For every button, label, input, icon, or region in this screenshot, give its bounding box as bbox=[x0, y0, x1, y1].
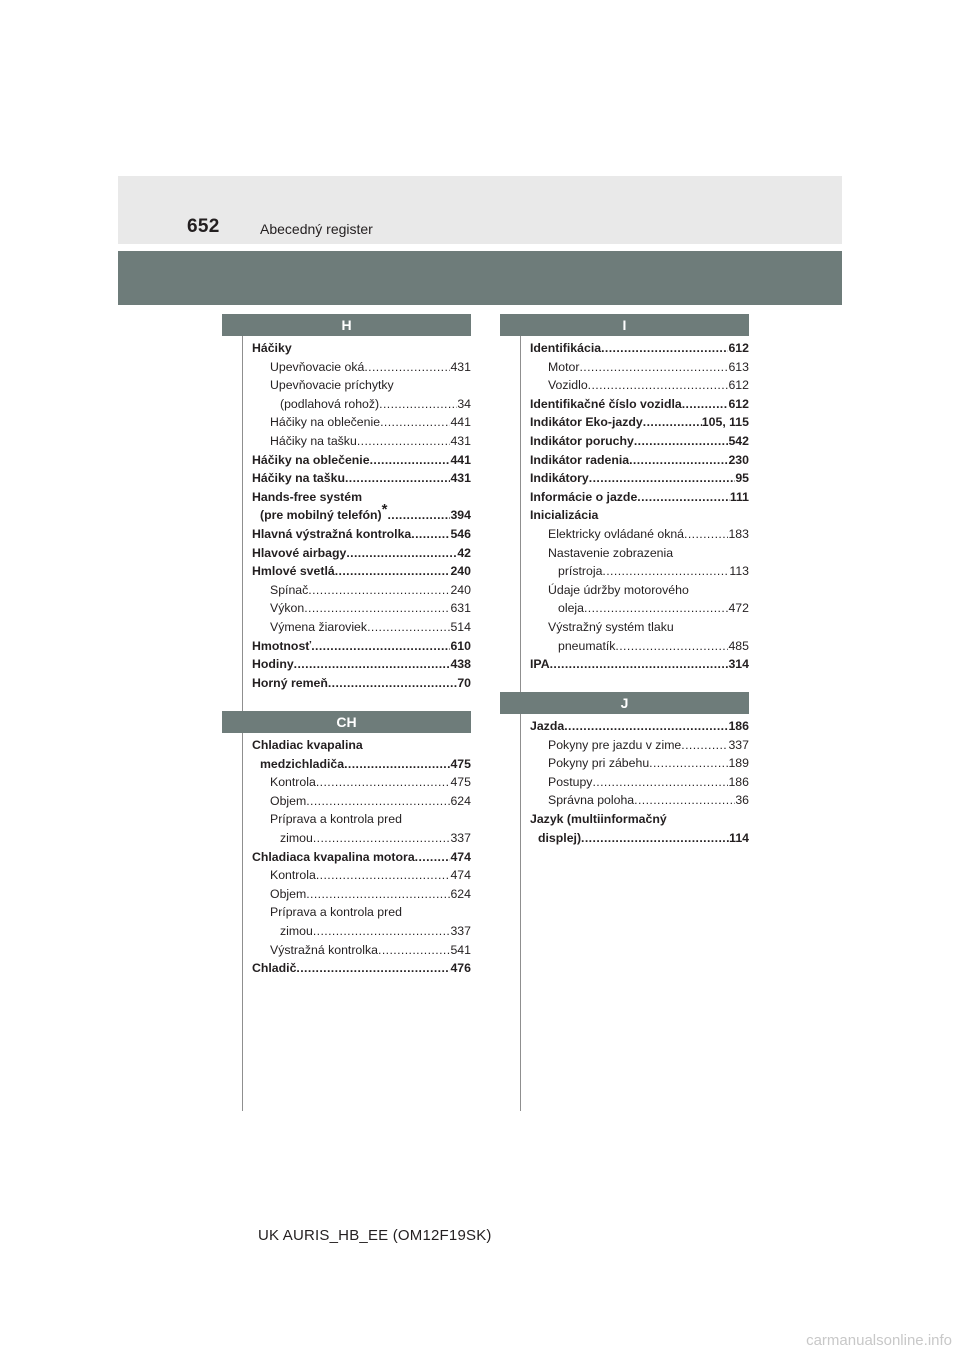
index-entry bbox=[530, 791, 749, 810]
dot-leader bbox=[681, 736, 728, 755]
watermark: carmanualsonline.info bbox=[806, 1332, 952, 1349]
index-entry-page: 431 bbox=[450, 471, 471, 486]
index-list-j bbox=[530, 717, 749, 847]
dot-leader bbox=[379, 395, 457, 414]
index-entry-text: zimou bbox=[280, 830, 313, 845]
index-entry bbox=[252, 376, 471, 395]
index-entry-page: 111 bbox=[729, 489, 749, 504]
index-entry bbox=[252, 959, 471, 978]
dot-leader bbox=[588, 376, 729, 395]
index-entry-page: 613 bbox=[728, 359, 749, 374]
index-entry-text: Hmlové svetlá bbox=[252, 564, 335, 579]
index-entry-text: (pre mobilný telefón)* bbox=[260, 501, 388, 523]
index-entry-text: Príprava a kontrola pred bbox=[270, 812, 402, 827]
index-entry-text: Jazyk (multiinformačný bbox=[530, 811, 667, 826]
index-entry bbox=[252, 395, 471, 414]
index-entry-page: 475 bbox=[450, 756, 471, 771]
index-entry-text: displej) bbox=[538, 830, 582, 845]
dot-leader bbox=[306, 885, 450, 904]
index-entry-text: medzichladiča bbox=[260, 756, 345, 771]
index-entry-text: Výstražný systém tlaku bbox=[548, 619, 674, 634]
index-entry bbox=[530, 525, 749, 544]
index-entry bbox=[252, 358, 471, 377]
index-entry bbox=[252, 792, 471, 811]
index-entry-text: Indikátor radenia bbox=[530, 452, 630, 467]
index-entry-page: 105, 115 bbox=[701, 415, 749, 430]
index-entry bbox=[252, 903, 471, 922]
dot-leader bbox=[306, 792, 450, 811]
dot-leader bbox=[380, 413, 450, 432]
index-entry bbox=[252, 655, 471, 674]
index-entry-text: Spínač bbox=[270, 582, 309, 597]
dot-leader bbox=[601, 339, 728, 358]
index-entry-page: 183 bbox=[728, 526, 749, 541]
header-band bbox=[118, 176, 842, 244]
index-entry-page: 438 bbox=[450, 657, 471, 672]
dot-leader bbox=[344, 755, 450, 774]
index-entry-text: prístroja bbox=[558, 564, 603, 579]
index-entry-text: Háčiky na tašku bbox=[252, 471, 345, 486]
dot-leader bbox=[316, 773, 451, 792]
dot-leader bbox=[579, 358, 728, 377]
index-entry bbox=[252, 544, 471, 563]
footnote-marker: * bbox=[381, 501, 388, 519]
index-entry-text: Nastavenie zobrazenia bbox=[548, 545, 674, 560]
index-entry bbox=[252, 501, 471, 525]
index-entry-text: Pokyny pre jazdu v zime bbox=[548, 737, 682, 752]
index-entry-text: zimou bbox=[280, 923, 313, 938]
index-entry-page: 514 bbox=[450, 619, 471, 634]
index-entry-page: 472 bbox=[728, 601, 749, 616]
index-entry-text: Indikátor Eko-jazdy bbox=[530, 415, 643, 430]
index-entry bbox=[252, 432, 471, 451]
index-entry bbox=[252, 339, 471, 358]
header-dark-band bbox=[118, 251, 842, 305]
index-entry-page: 541 bbox=[450, 942, 471, 957]
index-entry-text: Informácie o jazde bbox=[530, 489, 638, 504]
index-entry bbox=[252, 581, 471, 600]
index-entry bbox=[530, 599, 749, 618]
index-entry bbox=[252, 562, 471, 581]
index-entry bbox=[252, 674, 471, 693]
index-entry-text: Jazda bbox=[530, 719, 565, 733]
index-entry-text: Pokyny pri zábehu bbox=[548, 756, 650, 771]
index-entry-text: Kontrola bbox=[270, 868, 316, 883]
index-entry bbox=[530, 488, 749, 507]
index-entry-page: 441 bbox=[450, 415, 471, 430]
index-list-h bbox=[252, 339, 471, 692]
dot-leader bbox=[357, 432, 451, 451]
index-entry bbox=[530, 637, 749, 656]
index-entry-text: Kontrola bbox=[270, 775, 316, 790]
index-entry bbox=[252, 922, 471, 941]
index-entry-text: Inicializácia bbox=[530, 508, 599, 523]
dot-leader bbox=[589, 469, 736, 488]
index-entry-page: 240 bbox=[450, 564, 471, 579]
index-entry-text: pneumatík bbox=[558, 638, 616, 653]
index-entry bbox=[530, 754, 749, 773]
dot-leader bbox=[634, 432, 729, 451]
index-entry-page: 624 bbox=[450, 793, 471, 808]
index-entry-text: Chladič bbox=[252, 961, 297, 976]
index-entry-text: Háčiky bbox=[252, 341, 292, 355]
dot-leader bbox=[311, 637, 450, 656]
index-entry bbox=[530, 451, 749, 470]
index-entry-text: Háčiky na oblečenie bbox=[270, 415, 381, 430]
dot-leader bbox=[581, 829, 729, 848]
dot-leader bbox=[629, 451, 728, 470]
dot-leader bbox=[294, 655, 451, 674]
index-entry-text: Postupy bbox=[548, 774, 593, 789]
index-letter-h: H bbox=[222, 314, 471, 336]
index-entry-text: Upevňovacie oká bbox=[270, 359, 365, 374]
index-letter-i: I bbox=[500, 314, 749, 336]
index-entry-text: Hlavná výstražná kontrolka bbox=[252, 526, 412, 541]
dot-leader bbox=[649, 754, 728, 773]
dot-leader bbox=[550, 655, 729, 674]
index-entry-page: 337 bbox=[728, 737, 749, 752]
index-entry-text: Háčiky na oblečenie bbox=[252, 452, 370, 467]
index-entry-page: 624 bbox=[450, 886, 471, 901]
index-entry-page: 631 bbox=[450, 601, 471, 616]
index-entry-page: 230 bbox=[728, 452, 749, 467]
index-entry bbox=[530, 618, 749, 637]
dot-leader bbox=[304, 599, 450, 618]
index-entry-text: oleja bbox=[558, 601, 584, 616]
index-entry bbox=[530, 562, 749, 581]
dot-leader bbox=[345, 469, 451, 488]
index-entry-page: 610 bbox=[450, 638, 471, 653]
index-entry-page: 485 bbox=[728, 638, 749, 653]
index-entry-page: 113 bbox=[729, 564, 749, 579]
index-entry-text: Správna poloha bbox=[548, 793, 635, 808]
index-list-ch bbox=[252, 736, 471, 978]
dot-leader bbox=[634, 791, 735, 810]
dot-leader bbox=[643, 413, 702, 432]
dot-leader bbox=[328, 674, 457, 693]
index-entry-page: 186 bbox=[728, 774, 749, 789]
index-entry-text: IPA bbox=[530, 657, 550, 672]
dot-leader bbox=[615, 637, 728, 656]
index-entry-text: Indikátory bbox=[530, 471, 589, 486]
index-entry-text: Indikátor poruchy bbox=[530, 433, 634, 448]
index-entry bbox=[530, 810, 749, 829]
index-entry-page: 612 bbox=[728, 396, 749, 411]
dot-leader bbox=[378, 941, 450, 960]
index-entry bbox=[530, 395, 749, 414]
index-entry bbox=[530, 655, 749, 674]
section-title: Abecedný register bbox=[260, 221, 373, 237]
index-entry-page: 476 bbox=[450, 961, 471, 976]
dot-leader bbox=[313, 922, 451, 941]
dot-leader bbox=[684, 525, 728, 544]
index-entry bbox=[252, 866, 471, 885]
index-entry-page: 114 bbox=[729, 830, 749, 845]
index-entry-page: 474 bbox=[450, 868, 471, 883]
dot-leader bbox=[411, 525, 450, 544]
index-entry-text: Vozidlo bbox=[548, 378, 588, 393]
dot-leader bbox=[415, 848, 451, 867]
index-entry bbox=[530, 469, 749, 488]
index-entry bbox=[530, 736, 749, 755]
index-entry-text: (podlahová rohož) bbox=[280, 396, 380, 411]
index-entry bbox=[252, 848, 471, 867]
index-list-i bbox=[530, 339, 749, 674]
index-entry-text: Horný remeň bbox=[252, 675, 328, 690]
dot-leader bbox=[564, 717, 728, 736]
dot-leader bbox=[335, 562, 451, 581]
dot-leader bbox=[296, 959, 450, 978]
index-letter-ch: CH bbox=[222, 711, 471, 733]
index-entry-text: Hlavové airbagy bbox=[252, 545, 347, 560]
index-entry-page: 240 bbox=[450, 582, 471, 597]
index-entry bbox=[530, 339, 749, 358]
index-entry bbox=[530, 358, 749, 377]
index-entry-text: Údaje údržby motorového bbox=[548, 582, 689, 597]
index-entry bbox=[252, 413, 471, 432]
index-entry bbox=[252, 618, 471, 637]
index-entry-page: 42 bbox=[457, 545, 471, 560]
index-entry-page: 612 bbox=[728, 341, 749, 355]
index-entry bbox=[252, 941, 471, 960]
dot-leader bbox=[364, 358, 450, 377]
index-entry bbox=[252, 488, 471, 507]
index-entry-text: Objem bbox=[270, 793, 307, 808]
index-entry-page: 337 bbox=[450, 830, 471, 845]
index-entry-page: 475 bbox=[450, 775, 471, 790]
index-entry-text: Upevňovacie príchytky bbox=[270, 378, 394, 393]
dot-leader bbox=[592, 773, 728, 792]
index-entry-page: 186 bbox=[728, 719, 749, 733]
dot-leader bbox=[308, 581, 450, 600]
dot-leader bbox=[602, 562, 729, 581]
index-entry bbox=[530, 544, 749, 563]
index-entry-page: 431 bbox=[450, 433, 471, 448]
index-entry bbox=[252, 885, 471, 904]
index-entry bbox=[252, 736, 471, 755]
index-entry-page: 542 bbox=[728, 433, 749, 448]
dot-leader bbox=[682, 395, 729, 414]
index-entry-text: Výmena žiaroviek bbox=[270, 619, 368, 634]
footer-model-code: UK AURIS_HB_EE (OM12F19SK) bbox=[258, 1227, 492, 1244]
dot-leader bbox=[316, 866, 451, 885]
index-entry bbox=[530, 376, 749, 395]
dot-leader bbox=[313, 829, 451, 848]
index-entry-text: Identifikačné číslo vozidla bbox=[530, 396, 682, 411]
index-entry bbox=[252, 810, 471, 829]
index-entry-page: 337 bbox=[450, 923, 471, 938]
index-letter-j: J bbox=[500, 692, 749, 714]
index-entry-text: Elektricky ovládané okná bbox=[548, 526, 685, 541]
index-entry-text: Motor bbox=[548, 359, 580, 374]
index-entry-page: 314 bbox=[728, 657, 749, 672]
index-entry bbox=[252, 773, 471, 792]
index-entry-text: Hmotnosť bbox=[252, 638, 312, 653]
index-entry-text: Hands-free systém bbox=[252, 489, 363, 504]
index-entry bbox=[252, 451, 471, 470]
index-entry bbox=[252, 829, 471, 848]
index-entry bbox=[252, 637, 471, 656]
index-entry bbox=[252, 755, 471, 774]
index-entry-text: Príprava a kontrola pred bbox=[270, 905, 402, 920]
index-entry-text: Výstražná kontrolka bbox=[270, 942, 378, 957]
index-entry-page: 612 bbox=[728, 378, 749, 393]
index-entry-page: 474 bbox=[450, 849, 471, 864]
dot-leader bbox=[387, 506, 450, 525]
index-entry-page: 394 bbox=[450, 508, 471, 523]
index-entry-text: Objem bbox=[270, 886, 307, 901]
dot-leader bbox=[367, 618, 450, 637]
page-number: 652 bbox=[187, 216, 220, 237]
index-entry-page: 70 bbox=[457, 675, 471, 690]
index-entry-page: 34 bbox=[457, 396, 471, 411]
index-entry-page: 189 bbox=[728, 756, 749, 771]
dot-leader bbox=[370, 451, 451, 470]
index-entry-text: Háčiky na tašku bbox=[270, 433, 357, 448]
index-entry-page: 95 bbox=[735, 471, 749, 486]
index-entry bbox=[252, 599, 471, 618]
index-entry bbox=[530, 581, 749, 600]
index-entry bbox=[530, 506, 749, 525]
index-entry-page: 36 bbox=[735, 793, 749, 808]
index-entry bbox=[252, 525, 471, 544]
index-entry-text: Hodiny bbox=[252, 657, 294, 672]
index-entry bbox=[530, 413, 749, 432]
index-entry bbox=[530, 773, 749, 792]
index-entry-text: Výkon bbox=[270, 601, 305, 616]
index-entry-text: Chladiaca kvapalina motora bbox=[252, 849, 415, 864]
index-entry bbox=[530, 717, 749, 736]
index-entry-page: 431 bbox=[450, 359, 471, 374]
index-entry bbox=[530, 829, 749, 848]
index-entry bbox=[252, 469, 471, 488]
dot-leader bbox=[637, 488, 730, 507]
dot-leader bbox=[584, 599, 728, 618]
index-entry bbox=[530, 432, 749, 451]
index-entry-page: 441 bbox=[450, 452, 471, 467]
index-entry-text: Chladiac kvapalina bbox=[252, 738, 363, 752]
index-entry-text: Identifikácia bbox=[530, 341, 602, 355]
index-entry-page: 546 bbox=[450, 526, 471, 541]
dot-leader bbox=[346, 544, 457, 563]
